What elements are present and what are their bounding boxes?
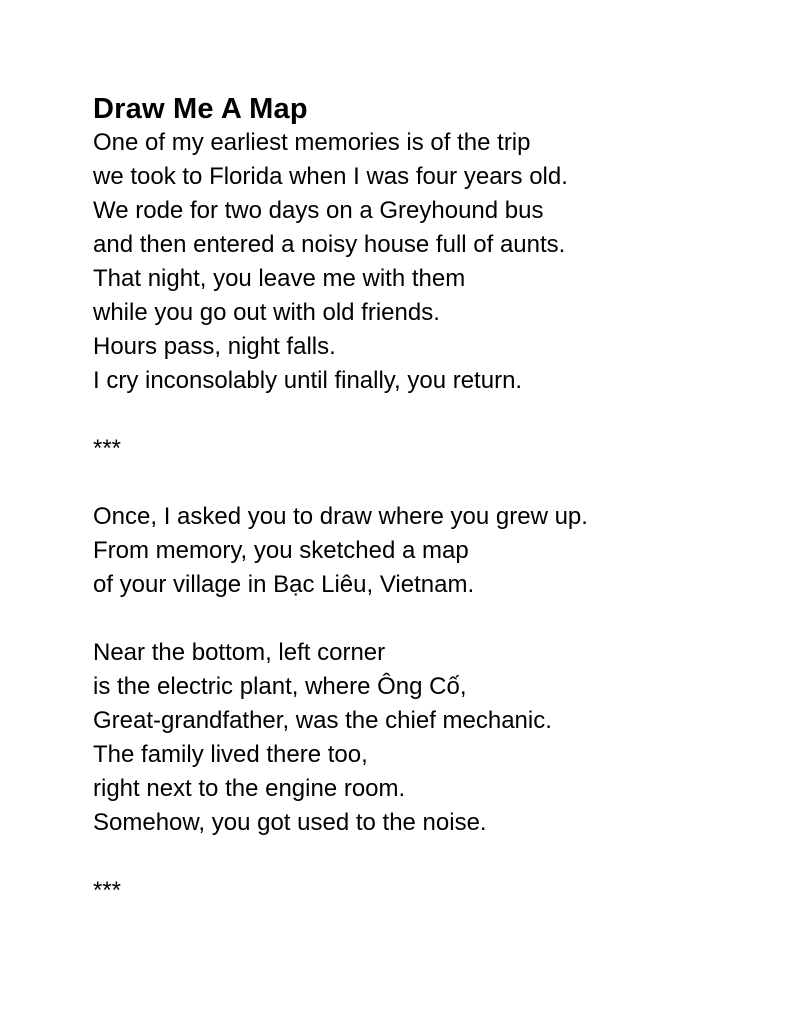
poem-line: I cry inconsolably until finally, you return. [93,367,523,394]
poem-line: That night, you leave me with them [93,265,466,292]
poem-line: we took to Florida when I was four years old. [93,163,568,190]
stanza-2 [93,500,731,602]
poem-line: of your village in Bạc Liêu, Vietnam. [93,571,475,598]
poem-line: right next to the engine room. [93,775,406,802]
poem-line: Near the bottom, left corner [93,639,386,666]
stanza-separator: *** [93,877,122,904]
stanza-separator: *** [93,435,122,462]
poem-line: We rode for two days on a Greyhound bus [93,197,544,224]
poem-line: From memory, you sketched a map [93,537,469,564]
poem-line: Somehow, you got used to the noise. [93,809,487,836]
stanza-3 [93,636,731,840]
poem-line: and then entered a noisy house full of aunts. [93,231,566,258]
poem-line: while you go out with old friends. [93,299,440,326]
poem-line: One of my earliest memories is of the trip [93,129,531,156]
poem-line: Great-grandfather, was the chief mechanic. [93,707,552,734]
stanza-1 [93,126,731,398]
poem-line: Hours pass, night falls. [93,333,336,360]
poem-line: Once, I asked you to draw where you grew up. [93,503,588,530]
poem-line: The family lived there too, [93,741,368,768]
poem-line: is the electric plant, where Ông Cố, [93,673,467,700]
poem-title: Draw Me A Map [93,93,308,125]
